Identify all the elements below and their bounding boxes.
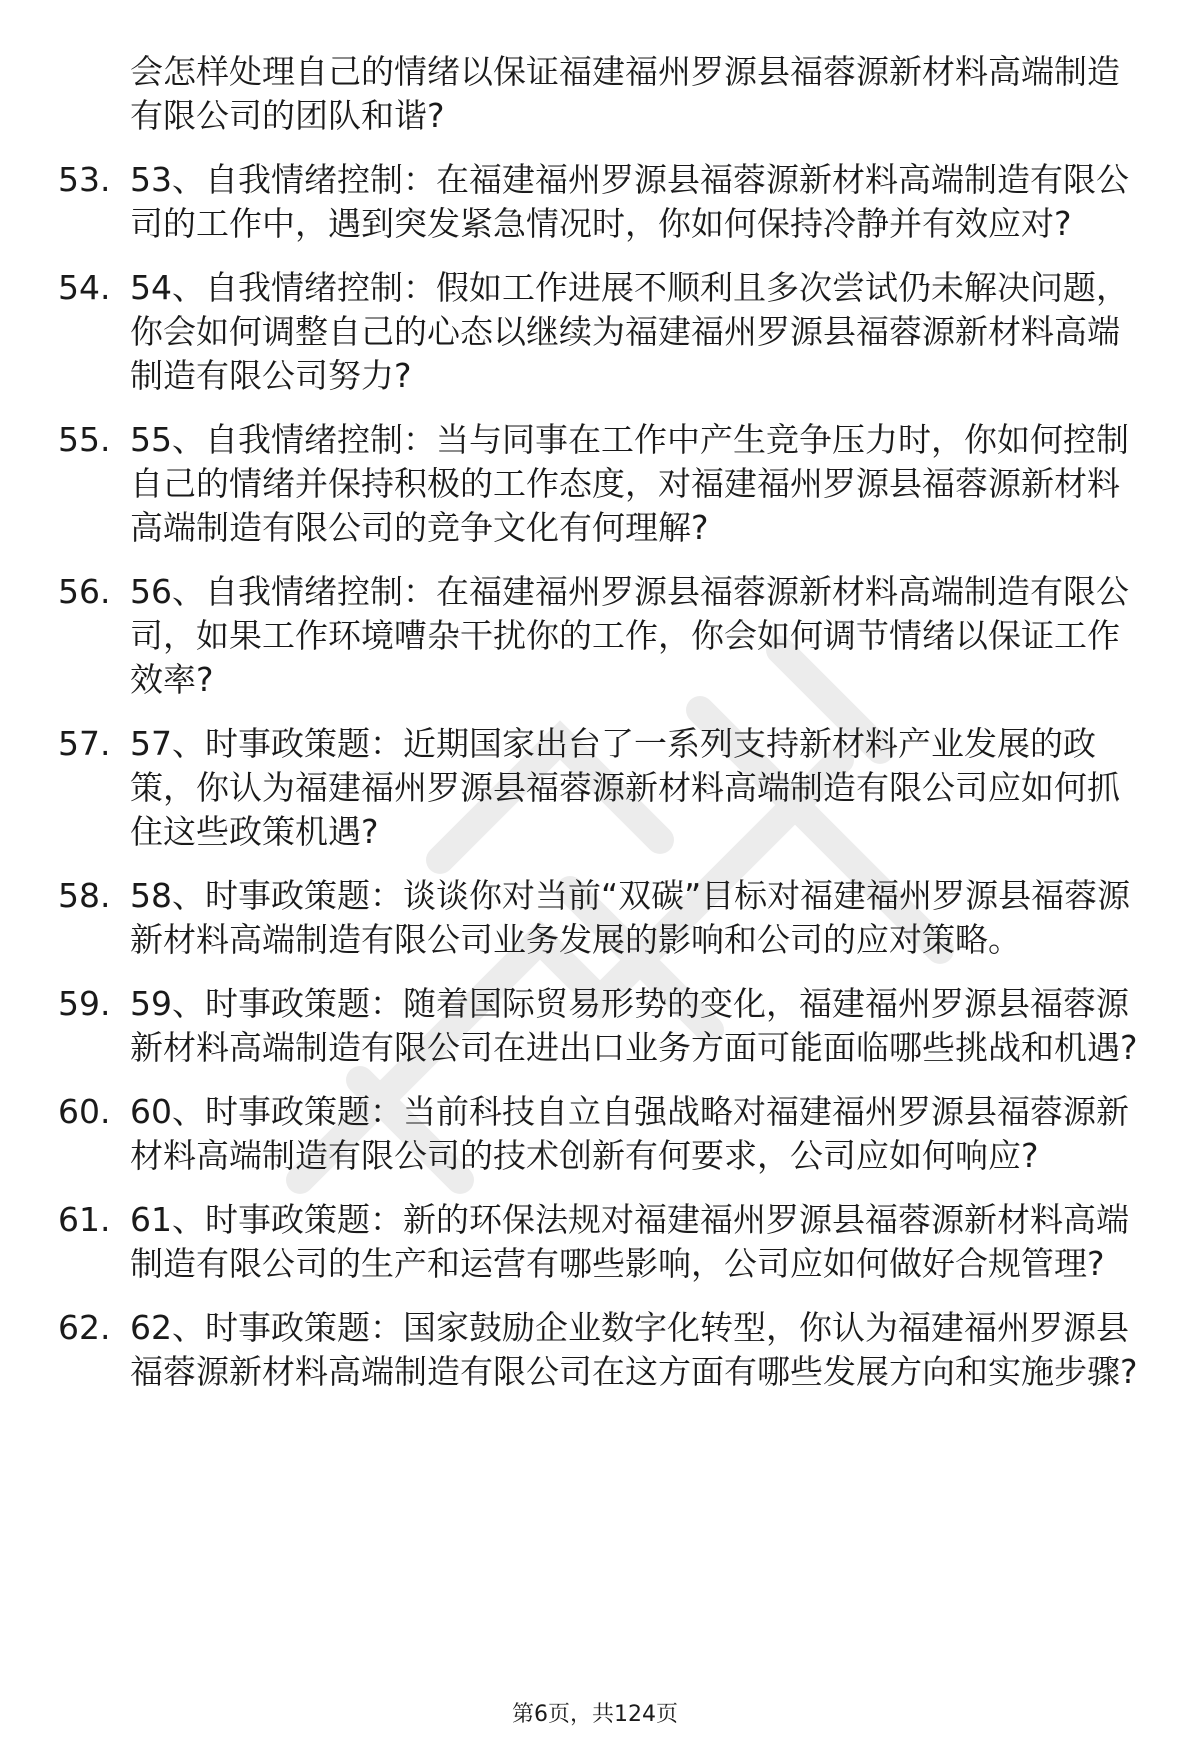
item-text: 59、时事政策题：随着国际贸易形势的变化，福建福州罗源县福蓉源新材料高端制造有限公司在进出口业务方面可能面临哪些挑战和机遇?	[130, 984, 1138, 1067]
item-text: 58、时事政策题：谈谈你对当前“双碳”目标对福建福州罗源县福蓉源新材料高端制造有限公司业务发展的影响和公司的应对策略。	[130, 876, 1131, 959]
item-text: 61、时事政策题：新的环保法规对福建福州罗源县福蓉源新材料高端制造有限公司的生产和运营有哪些影响，公司应如何做好合规管理?	[130, 1200, 1129, 1283]
item-number: 53.	[58, 160, 111, 199]
continuation-text: 会怎样处理自己的情绪以保证福建福州罗源县福蓉源新材料高端制造有限公司的团队和谐?	[130, 52, 1120, 135]
item-text: 56、自我情绪控制：在福建福州罗源县福蓉源新材料高端制造有限公司，如果工作环境嘈杂干扰你的工作，你会如何调节情绪以保证工作效率?	[130, 572, 1129, 699]
item-text: 57、时事政策题：近期国家出台了一系列支持新材料产业发展的政策，你认为福建福州罗源县福蓉源新材料高端制造有限公司应如何抓住这些政策机遇?	[130, 724, 1120, 851]
list-item	[0, 1306, 1190, 1394]
question-list	[0, 50, 1190, 1414]
item-number: 59.	[58, 984, 111, 1023]
list-item-continuation	[0, 50, 1190, 138]
item-text: 53、自我情绪控制：在福建福州罗源县福蓉源新材料高端制造有限公司的工作中，遇到突发紧急情况时，你如何保持冷静并有效应对?	[130, 160, 1129, 243]
item-text: 55、自我情绪控制：当与同事在工作中产生竞争压力时，你如何控制自己的情绪并保持积极的工作态度，对福建福州罗源县福蓉源新材料高端制造有限公司的竞争文化有何理解?	[130, 420, 1129, 547]
item-number: 55.	[58, 420, 111, 459]
list-item	[0, 1198, 1190, 1286]
list-item	[0, 418, 1190, 550]
list-item	[0, 266, 1190, 398]
item-number: 62.	[58, 1308, 111, 1347]
item-number: 61.	[58, 1200, 111, 1239]
list-item	[0, 982, 1190, 1070]
item-text: 60、时事政策题：当前科技自立自强战略对福建福州罗源县福蓉源新材料高端制造有限公司的技术创新有何要求，公司应如何响应?	[130, 1092, 1129, 1175]
item-number: 56.	[58, 572, 111, 611]
list-item	[0, 1090, 1190, 1178]
list-item	[0, 722, 1190, 854]
list-item	[0, 570, 1190, 702]
list-item	[0, 158, 1190, 246]
item-number: 60.	[58, 1092, 111, 1131]
item-text: 62、时事政策题：国家鼓励企业数字化转型，你认为福建福州罗源县福蓉源新材料高端制造有限公司在这方面有哪些发展方向和实施步骤?	[130, 1308, 1138, 1391]
list-item	[0, 874, 1190, 962]
page-footer: 第6页，共124页	[512, 1702, 678, 1727]
item-number: 54.	[58, 268, 111, 307]
item-number: 57.	[58, 724, 111, 763]
item-text: 54、自我情绪控制：假如工作进展不顺利且多次尝试仍未解决问题，你会如何调整自己的心态以继续为福建福州罗源县福蓉源新材料高端制造有限公司努力?	[130, 268, 1129, 395]
item-number: 58.	[58, 876, 111, 915]
